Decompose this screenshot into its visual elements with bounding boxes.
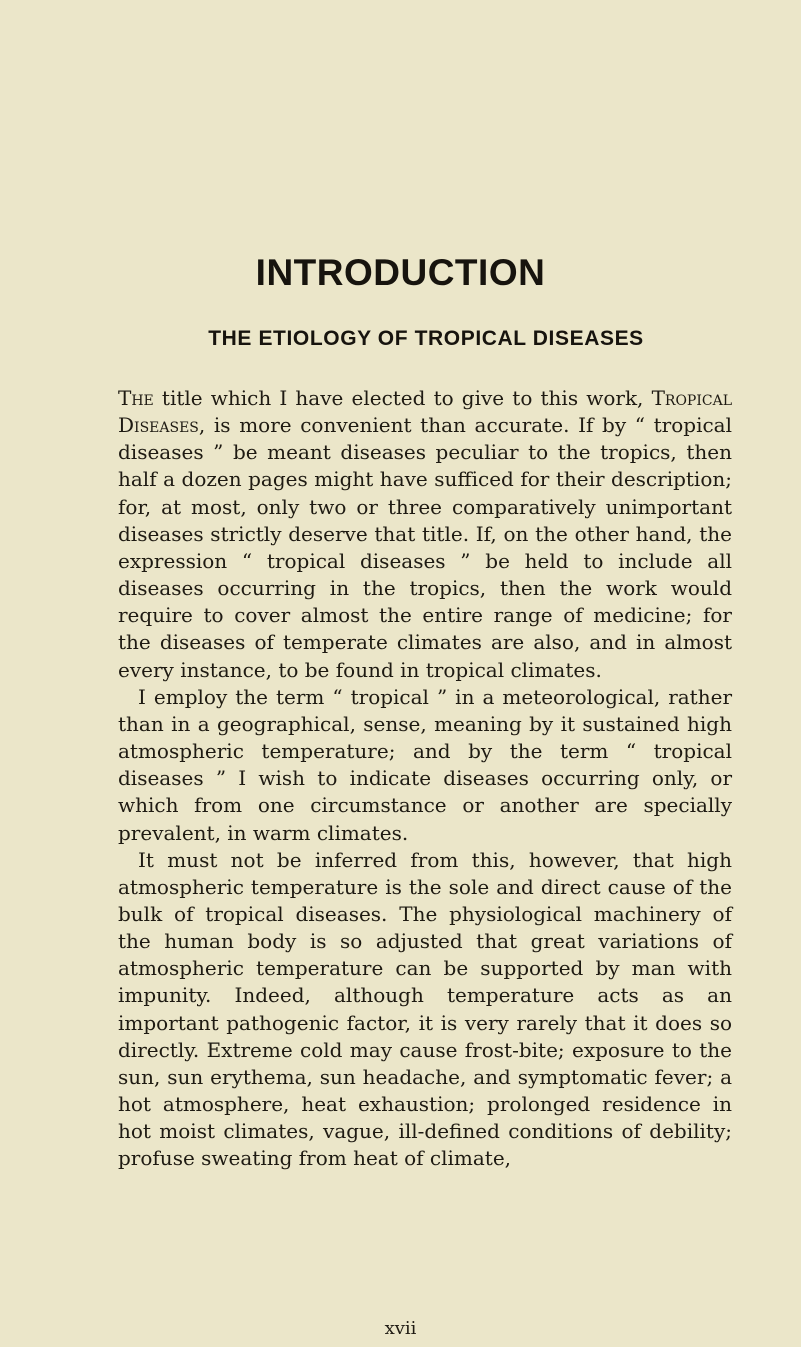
paragraph-1-part-a: title which I have elected to give to this work, (153, 386, 652, 410)
chapter-title: INTRODUCTION (255, 252, 546, 293)
work-title: Tropical Diseases (118, 386, 732, 438)
paragraph-1 (118, 385, 732, 684)
paragraph-1-lead: The (118, 386, 154, 410)
paragraph-3: It must not be inferred from this, however, that high atmospheric temperature is the sole and direct cause of the bulk of tropical diseases. The physiological machinery of the human body is so adjusted that great variations of atmospheric temperature can be supported by man with impunity. Indeed, although temperature acts as an important pathogenic factor, it is very rarely that it does so directly. Extreme cold may cause frost-bite; exposure to the sun, sun erythema, sun headache, and symptomatic fever; a hot atmosphere, heat exhaustion; prolonged residence in hot moist climates, vague, ill-defined conditions of debility; profuse sweating from heat of climate, (118, 847, 732, 1171)
paragraph-1-part-b: , is more convenient than accurate. If by “ tropical diseases ” be meant diseases peculiar to the tropics, then half a dozen pages might have sufficed for their description; for, at most, only two or three comparatively unimportant diseases strictly deserve that title. If, on the other hand, the expression “ tropical diseases ” be held to include all diseases occurring in the tropics, then the work would require to cover almost the entire range of medicine; for the diseases of temperate climates are also, and in almost every instance, to be found in tropical climates. (118, 413, 732, 682)
paragraph-2: I employ the term “ tropical ” in a meteorological, rather than in a geographical, sense, meaning by it sustained high atmospheric temperature; and by the term “ tropical diseases ” I wish to indicate diseases occurring only, or which from one circumstance or another are specially prevalent, in warm climates. (118, 684, 732, 845)
body-text (118, 385, 732, 1173)
chapter-subtitle: THE ETIOLOGY OF TROPICAL DISEASES (208, 327, 644, 350)
page-number: xvii (384, 1318, 417, 1339)
